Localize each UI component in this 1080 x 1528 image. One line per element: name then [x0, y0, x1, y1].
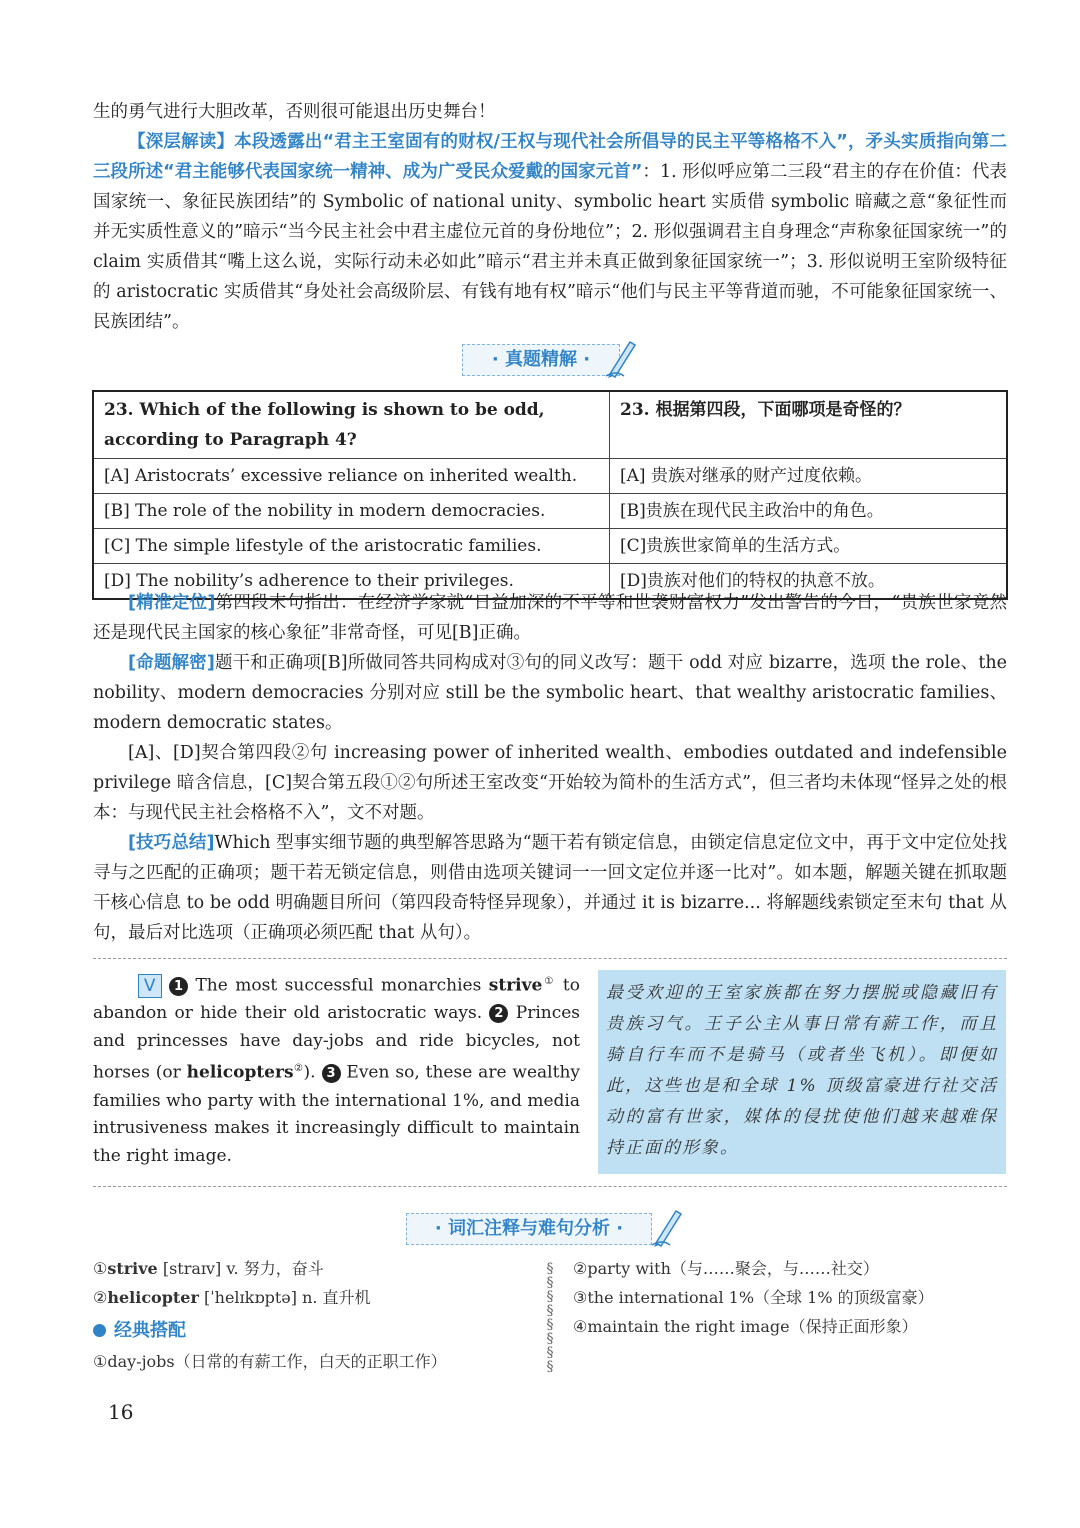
question-stem-en: 23. Which of the following is shown to be odd, according to Paragraph 4? [93, 391, 610, 459]
vocab-left [93, 1254, 533, 1376]
option-a-en: [A] Aristocrats’ excessive reliance on inherited wealth. [93, 459, 610, 494]
tips-paragraph [93, 828, 1007, 948]
precise-location-text: 第四段末句指出：在经济学家就“日益加深的不平等和世袭财富权力”发出警告的今日，“贵族世家竟然还是现代民主国家的核心象征”非常奇怪，可见[B]正确。 [93, 593, 1007, 643]
vocab-word: strive [488, 975, 543, 996]
question-table [92, 390, 1008, 600]
collocation-entry: ④maintain the right image（保持正面形象） [573, 1317, 918, 1336]
page-number: 16 [108, 1400, 134, 1424]
pen-icon [604, 336, 638, 378]
question-stem-cn: 23. 根据第四段，下面哪项是奇怪的？ [610, 391, 1008, 459]
collocation-header: 经典搭配 [93, 1316, 533, 1345]
option-d-cn: [D]贵族对他们的特权的执意不放。 [610, 564, 1008, 600]
vocab-word: helicopters [186, 1063, 294, 1084]
paragraph-label: V [138, 974, 162, 998]
table-row [93, 494, 1007, 529]
bullet-icon [93, 1324, 106, 1337]
tips-text: Which 型事实细节题的典型解答思路为“题干若有锁定信息，由锁定信息定位文中，再于文中定位处找寻与之匹配的正确项；题干若无锁定信息，则借由选项关键词一一回文定位并逐一比对”。如本题，解题关键在抓取题干核心信息 to be odd 明确题目所问（第四段奇特怪异现象），并通过 it is bizarre... 将解题线索锁定至末句 that 从句，最后对比选项（正确项必须匹配 that 从句）。 [93, 833, 1008, 943]
precise-location-paragraph [93, 588, 1007, 648]
collocation-entry: ②party with（与……聚会，与……社交） [573, 1259, 879, 1278]
option-a-cn: [A] 贵族对继承的财产过度依赖。 [610, 459, 1008, 494]
section-title-vocabulary: · 词汇注释与难句分析 · [406, 1213, 652, 1245]
sentence-number: 3 [322, 1064, 341, 1083]
deep-reading-paragraph [93, 127, 1007, 337]
passage-translation: 最受欢迎的王室家族都在努力摆脱或隐藏旧有贵族习气。王子公主从事日常有薪工作，而且骑自行车而不是骑马（或者坐飞机）。即便如此，这些也是和全球 1% 顶级富豪进行社交活动的富有世家，媒体的侵扰使他们越来越难保持正面的形象。 [598, 970, 1006, 1174]
decode-paragraph-2: [A]、[D]契合第四段②句 increasing power of inherited wealth、embodies outdated and indefensible privilege 暗含信息，[C]契合第五段①②句所述王室改变“开始较为简朴的生活方式”，但三者均未体现“怪异之处的根本：与现代民主社会格格不入”，文不对题。 [93, 743, 1007, 823]
sentence-number: 2 [489, 1004, 508, 1023]
collocation-entry: ③the international 1%（全球 1% 的顶级富豪） [573, 1288, 934, 1307]
option-b-cn: [B]贵族在现代民主政治中的角色。 [610, 494, 1008, 529]
collocation-entry: ①day-jobs（日常的有薪工作，白天的正职工作） [93, 1352, 447, 1371]
pen-icon [650, 1205, 684, 1247]
decode-text: 题干和正确项[B]所做同答共同构成对③句的同义改写：题干 odd 对应 bizarre，选项 the role、the nobility、modern democracies 分别对应 still be the symbolic heart、that wealthy aristocratic families、modern democratic states。 [93, 653, 1008, 733]
sentence-number: 1 [169, 977, 188, 996]
table-row [93, 459, 1007, 494]
option-d-en: [D] The nobility’s adherence to their privileges. [93, 564, 610, 600]
divider [93, 958, 1007, 959]
passage-english: V 1 The most successful monarchies strive① to abandon or hide their old aristocratic ways. 2 Princes and princesses have day-jobs and ride bicycles, not horses (or helicopters②). 3 Even so, these are wealthy families who party with the international 1%, and media intrusiveness makes it increasingly difficult to maintain the right image. [93, 975, 581, 1166]
wavy-divider: § § § § § § § § [546, 1261, 554, 1375]
precise-location-label: [精准定位] [128, 593, 216, 613]
divider [93, 1186, 1007, 1187]
top-line: 生的勇气进行大胆改革，否则很可能退出历史舞台！ [93, 102, 496, 122]
vocab-entry: ②helicopter [ˈhelɪkɒptə] n. 直升机 [93, 1288, 371, 1307]
vocab-right [573, 1254, 1003, 1341]
table-row [93, 391, 1007, 459]
decode-label: [命题解密] [128, 653, 215, 673]
table-row [93, 529, 1007, 564]
tips-label: [技巧总结] [128, 833, 215, 853]
option-b-en: [B] The role of the nobility in modern democracies. [93, 494, 610, 529]
section-title-real-exam: · 真题精解 · [462, 344, 620, 376]
option-c-en: [C] The simple lifestyle of the aristocratic families. [93, 529, 610, 564]
deep-reading-label: 【深层解读】 [128, 132, 235, 152]
option-c-cn: [C]贵族世家简单的生活方式。 [610, 529, 1008, 564]
deep-reading-bold: 本段透露出“君主王室固有的财权/王权与现代社会所倡导的民主平等格格不入”，矛头实质指向第二三段所述“君主能够代表国家统一精神、成为广受民众爱戴的国家元首” [93, 132, 1007, 182]
decode-paragraph [93, 648, 1007, 738]
deep-reading-body: ：1. 形似呼应第二三段“君主的存在价值：代表国家统一、象征民族团结”的 Symbolic of national unity、symbolic heart 实质借 symbolic 暗藏之意“象征性而并无实质性意义的”暗示“当今民主社会中君主虚位元首的身份地位”；2. 形似强调君主自身理念“声称象征国家统一”的 claim 实质借其“嘴上这么说，实际行动未必如此”暗示“君主并未真正做到象征国家统一”；3. 形似说明王室阶级特征的 aristocratic 实质借其“身处社会高级阶层、有钱有地有权”暗示“他们与民主平等背道而驰，不可能象征国家统一、民族团结”。 [93, 162, 1007, 332]
vocab-entry: ①strive [straɪv] v. 努力，奋斗 [93, 1259, 324, 1278]
